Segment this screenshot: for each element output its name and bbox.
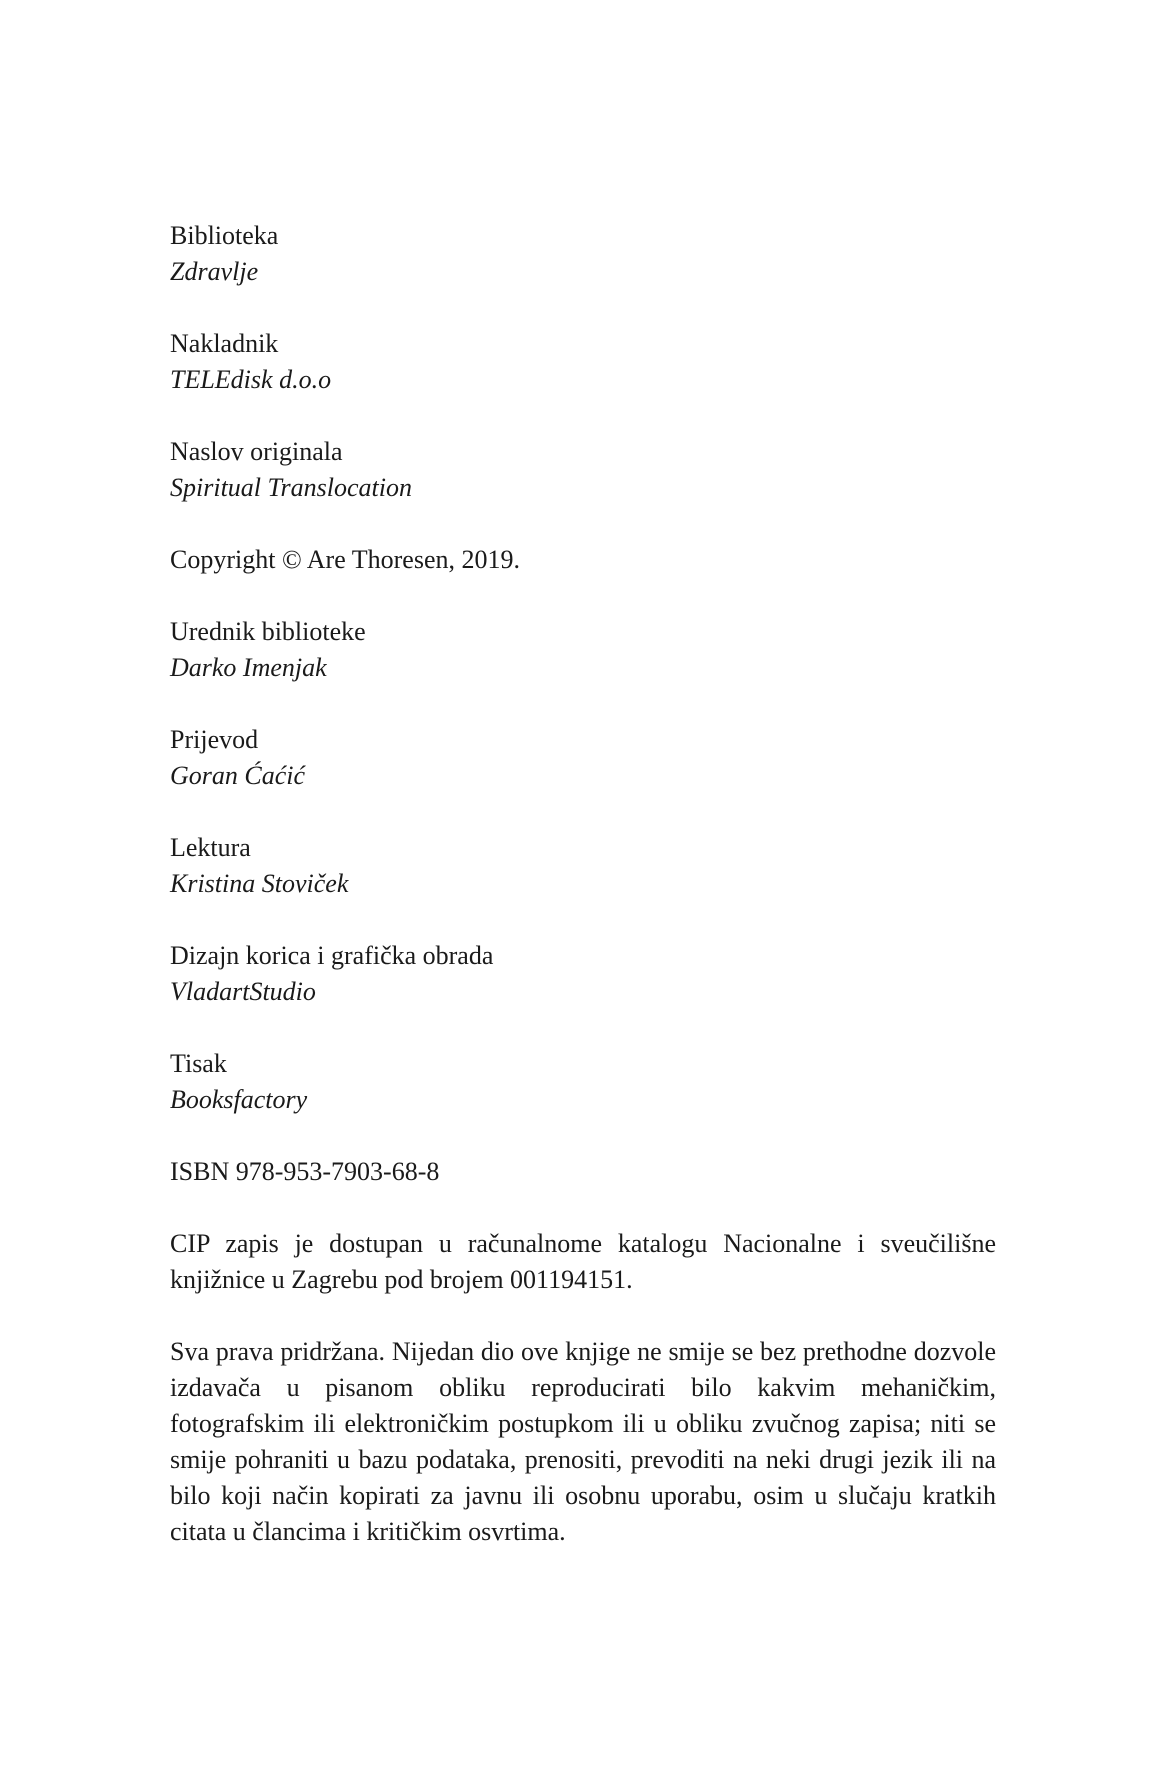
translation-entry	[170, 722, 996, 794]
publisher-value: TELEdisk d.o.o	[170, 365, 332, 394]
publisher-label: Nakladnik	[170, 329, 279, 358]
translation-label: Prijevod	[170, 725, 259, 754]
imprint-page	[170, 218, 996, 1586]
proofreading-value: Kristina Stoviček	[170, 869, 349, 898]
isbn-line: ISBN 978-953-7903-68-8	[170, 1157, 440, 1186]
design-label: Dizajn korica i grafička obrada	[170, 941, 494, 970]
translation-value: Goran Ćaćić	[170, 761, 306, 790]
print-entry	[170, 1046, 996, 1118]
series-value: Zdravlje	[170, 257, 259, 286]
series-label: Biblioteka	[170, 221, 279, 250]
editor-value: Darko Imenjak	[170, 653, 327, 682]
design-value: VladartStudio	[170, 977, 316, 1006]
editor-entry	[170, 614, 996, 686]
cip-notice: CIP zapis je dostupan u računalnome katalogu Nacionalne i sveučilišne knjižnice u Zagrebu pod brojem 001194151.	[170, 1229, 996, 1294]
proofreading-label: Lektura	[170, 833, 251, 862]
series-entry	[170, 218, 996, 290]
proofreading-entry	[170, 830, 996, 902]
print-label: Tisak	[170, 1049, 227, 1078]
copyright-notice: Copyright © Are Thoresen, 2019.	[170, 545, 521, 574]
print-value: Booksfactory	[170, 1085, 308, 1114]
design-entry	[170, 938, 996, 1010]
publisher-entry	[170, 326, 996, 398]
original-title-label: Naslov originala	[170, 437, 343, 466]
original-title-value: Spiritual Translocation	[170, 473, 412, 502]
editor-label: Urednik biblioteke	[170, 617, 366, 646]
original-title-entry	[170, 434, 996, 506]
rights-notice: Sva prava pridržana. Nijedan dio ove knjige ne smije se bez prethodne dozvole izdavača u pisanom obliku reproducirati bilo kakvim mehaničkim, fotografskim ili elektroničkim postupkom ili u obliku zvučnog zapisa; niti se smije pohraniti u bazu podataka, prenositi, prevoditi na neki drugi jezik ili na bilo koji način kopirati za javnu ili osobnu uporabu, osim u slučaju kratkih citata u člancima i kritičkim osvrtima.	[170, 1337, 996, 1546]
